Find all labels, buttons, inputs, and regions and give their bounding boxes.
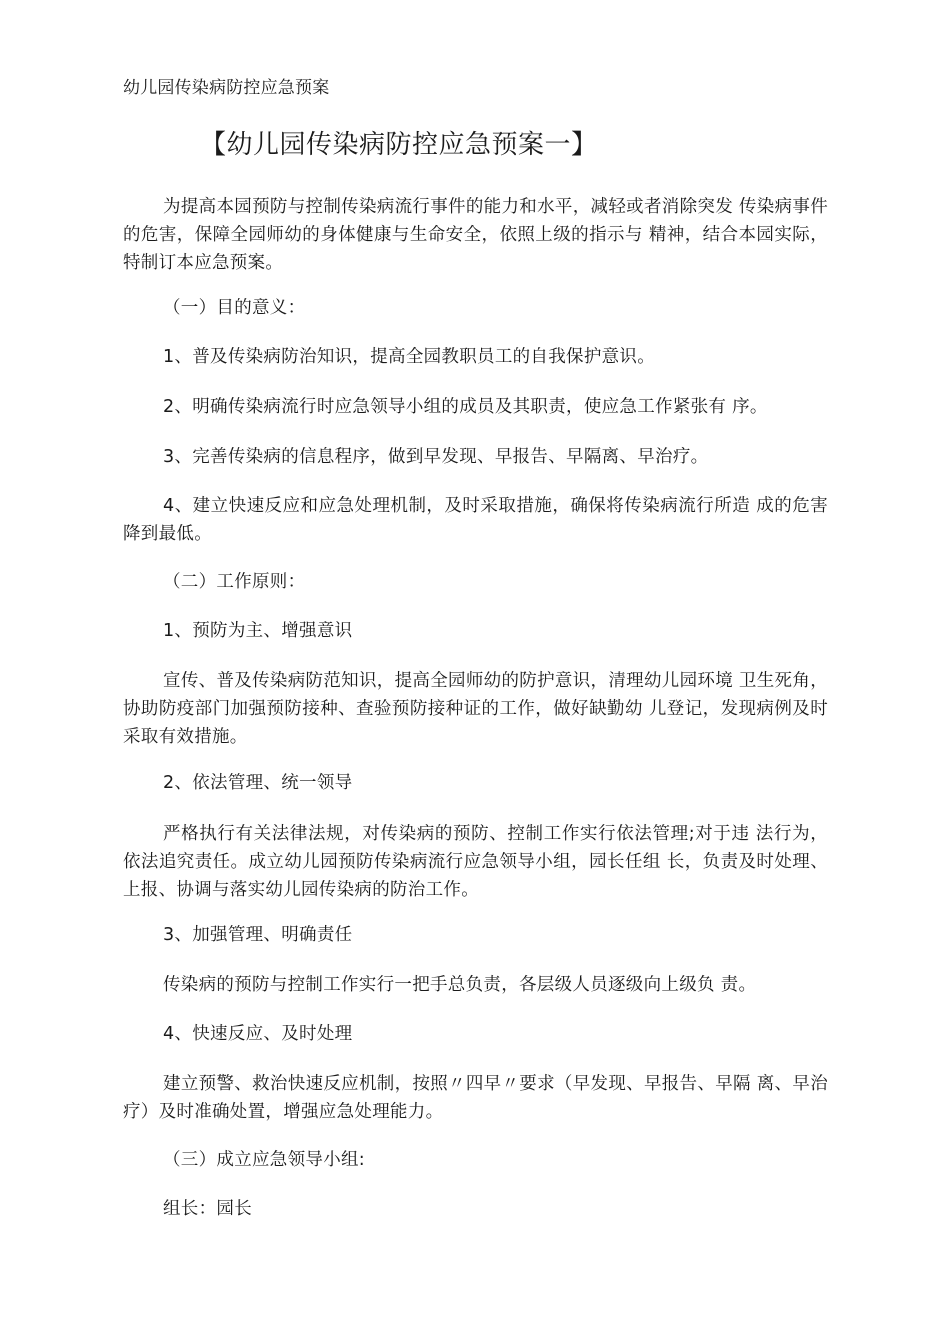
principle-1-title: 1、预防为主、增强意识 (163, 621, 353, 641)
section1-item-4: 4、建立快速反应和应急处理机制，及时采取措施，确保将传染病流行所造 成的危害降到最低。 (123, 496, 828, 544)
principle-3-body: 传染病的预防与控制工作实行一把手总负责，各层级人员逐级向上级负 责。 (163, 975, 757, 995)
intro-paragraph: 为提高本园预防与控制传染病流行事件的能力和水平，减轻或者消除突发 传染病事件的危害，保障全园师幼的身体健康与生命安全，依照上级的指示与 精神，结合本园实际，特制订本应急预案。 (123, 197, 828, 273)
principle-4-title: 4、快速反应、及时处理 (163, 1024, 353, 1044)
section2-heading: （二）工作原则： (163, 572, 306, 592)
document-title: 【幼儿园传染病防控应急预案一】 (200, 130, 598, 160)
running-header: 幼儿园传染病防控应急预案 (123, 78, 330, 98)
principle-1-body: 宣传、普及传染病防范知识，提高全园师幼的防护意识，清理幼儿园环境 卫生死角，协助防疫部门加强预防接种、查验预防接种证的工作，做好缺勤幼 儿登记，发现病例及时采取有效措施。 (123, 671, 828, 747)
group-leader: 组长：园长 (163, 1199, 252, 1219)
principle-2-title: 2、依法管理、统一领导 (163, 773, 353, 793)
section1-item-2: 2、明确传染病流行时应急领导小组的成员及其职责，使应急工作紧张有 序。 (163, 397, 768, 417)
principle-2-body: 严格执行有关法律法规，对传染病的预防、控制工作实行依法管理;对于违 法行为，依法追究责任。成立幼儿园预防传染病流行应急领导小组，园长任组 长，负责及时处理、上报、协调与落实幼儿园传染病的防治工作。 (123, 824, 828, 900)
section1-heading: （一）目的意义： (163, 298, 306, 318)
section1-item-1: 1、普及传染病防治知识，提高全园教职员工的自我保护意识。 (163, 347, 656, 367)
principle-3-title: 3、加强管理、明确责任 (163, 925, 353, 945)
section3-heading: （三）成立应急领导小组: (163, 1150, 365, 1170)
section1-item-3: 3、完善传染病的信息程序，做到早发现、早报告、早隔离、早治疗。 (163, 447, 709, 467)
principle-4-body: 建立预警、救治快速反应机制，按照〃四早〃要求（早发现、早报告、早隔 离、早治疗）及时准确处置，增强应急处理能力。 (123, 1074, 828, 1122)
